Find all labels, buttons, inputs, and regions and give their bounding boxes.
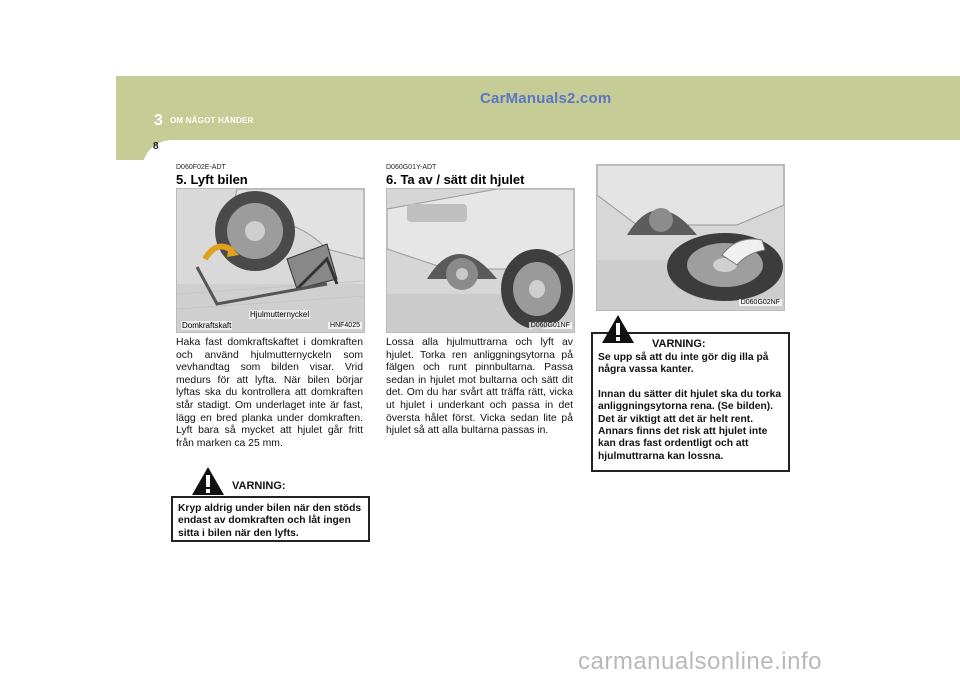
warning-triangle-icon [601,314,635,344]
warning-text-jack: Kryp aldrig under bilen när den stöds endast av domkraften och låt ingen sitta i bilen när den lyfts. [178,503,362,539]
figure-code-d060g01nf: D060G01NF [530,322,570,329]
section-code-wheel: D060G01Y-ADT [386,164,437,171]
heading-lift-car: 5. Lyft bilen [176,172,248,187]
warning-text-edges: Se upp så att du inte gör dig illa på några vassa kanter. [598,352,769,376]
figure-jack-lifting [176,188,365,333]
section-code-lift: D060F02E-ADT [176,164,226,171]
label-wheel-wrench: Hjulmutternyckel [250,310,310,319]
label-jack-handle: Domkraftskaft [182,321,232,330]
warning-title-hub: VARNING: [652,338,706,350]
warning-box-hub [591,332,790,472]
warning-text-clean: Innan du sätter dit hjulet ska du torka anliggningsytorna rena. (Se bilden). Det är viktigt att det är helt rent. Annars finns det risk att hjulet inte kan dras fast ordentligt och att hjulmuttrarna kan lossna. [598,388,782,462]
heading-change-wheel: 6. Ta av / sätt dit hjulet [386,172,525,187]
chapter-header-band [116,76,960,140]
watermark: carmanualsonline.info [578,648,822,675]
chapter-number: 3 [154,112,163,129]
wheel-instructions: Lossa alla hjulmuttrarna och lyft av hjulet. Torka ren anliggningsytorna på fälgen och runt pinnbultarna. Passa sedan in hjulet mot bultarna och sätt dit det. Om du har svårt att träffa rätt, vicka ut hjulet i underkant och passa in det översta hålet först. Vicka sedan lite på hjulet så att alla bultarna passas in. [386,337,573,437]
chapter-title: OM NÅGOT HÄNDER [170,116,254,125]
figure-clean-hub [596,164,785,311]
page-number: 8 [153,141,159,152]
site-link[interactable]: CarManuals2.com [480,90,612,107]
remove-wheel-illustration [387,189,574,332]
header-curve [142,140,960,180]
figure-code-hnf4025: HNF4025 [330,322,360,329]
warning-title-jack: VARNING: [232,480,286,492]
warning-triangle-icon [191,466,225,496]
figure-code-d060g02nf: D060G02NF [740,299,780,306]
lift-instructions: Haka fast domkraftskaftet i domkraften och använd hjulmutternyckeln som vevhandtag som bilden visar. Vrid medurs för att lyfta. När bilen börjar lyftas ska du kontrollera att domkraften står stadigt. Om underlaget inte är fast, lägg en bred planka under domkraften. Lyft bara så mycket att hjulet går fritt från marken ca 25 mm. [176,337,363,449]
clean-hub-illustration [597,165,784,310]
figure-remove-wheel [386,188,575,333]
warning-box-jack [171,496,370,542]
